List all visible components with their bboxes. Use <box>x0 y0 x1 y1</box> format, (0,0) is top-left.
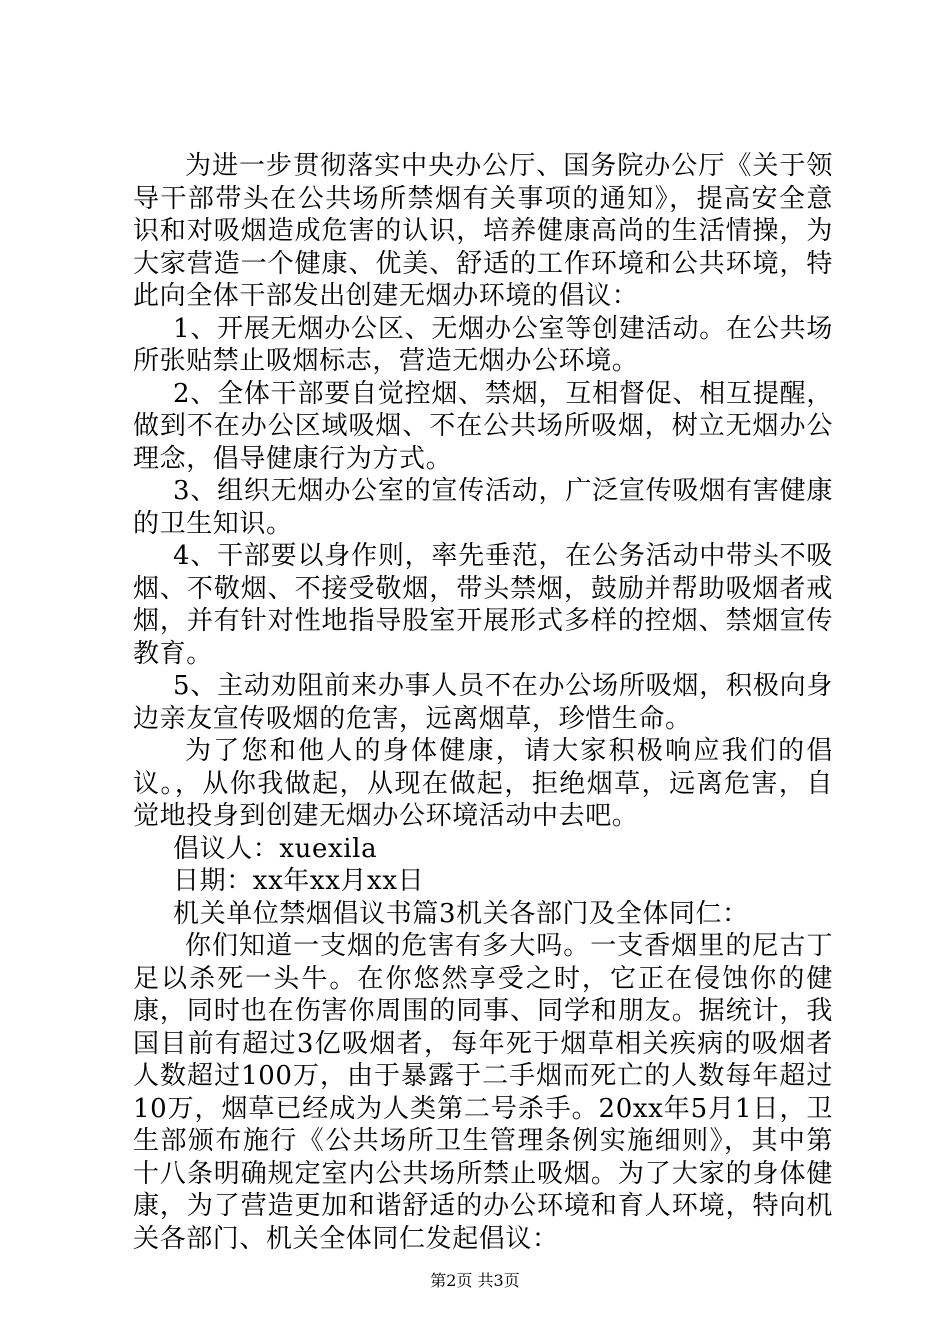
section-heading: 机关单位禁烟倡议书篇3机关各部门及全体同仁： <box>173 898 749 929</box>
paragraph-item-1: 1、开展无烟办公区、无烟办公室等创建活动。在公共场所张贴禁止吸烟标志，营造无烟办公环境。 <box>133 313 833 376</box>
paragraph-item-4: 4、干部要以身作则，率先垂范，在公务活动中带头不吸烟、不敬烟、不接受敬烟，带头禁烟，鼓励并帮助吸烟者戒烟，并有针对性地指导股室开展形式多样的控烟、禁烟宣传教育。 <box>133 541 833 669</box>
paragraph-item-5: 5、主动劝阻前来办事人员不在办公场所吸烟，积极向身边亲友宣传吸烟的危害，远离烟草，珍惜生命。 <box>133 671 833 734</box>
paragraph-closing: 为了您和他人的身体健康，请大家积极响应我们的倡议。，从你我做起，从现在做起，拒绝烟草，远离危害，自觉地投身到创建无烟办公环境活动中去吧。 <box>133 736 833 831</box>
paragraph-item-2: 2、全体干部要自觉控烟、禁烟，互相督促、相互提醒，做到不在办公区域吸烟、不在公共场所吸烟，树立无烟办公理念，倡导健康行为方式。 <box>133 378 833 474</box>
page-footer: 第2页 共3页 <box>430 1271 520 1290</box>
proposer-line: 倡议人：xuexila <box>173 833 378 864</box>
paragraph-section-3-body: 你们知道一支烟的危害有多大吗。一支香烟里的尼古丁足以杀死一头牛。在你悠然享受之时，它正在侵蚀你的健康，同时也在伤害你周围的同事、同学和朋友。据统计，我国目前有超过3亿吸烟者，每年死于烟草相关疾病的吸烟者人数超过100万，由于暴露于二手烟而死亡的人数每年超过10万，烟草已经成为人类第二号杀手。20xx年5月1日，卫生部颁布施行《公共场所卫生管理条例实施细则》，其中第十八条明确规定室内公共场所禁止吸烟。为了大家的身体健康，为了营造更加和谐舒适的办公环境和育人环境，特向机关各部门、机关全体同仁发起倡议： <box>133 931 833 1254</box>
paragraph-item-3: 3、组织无烟办公室的宣传活动，广泛宣传吸烟有害健康的卫生知识。 <box>133 476 833 539</box>
date-line: 日期：xx年xx月xx日 <box>173 866 425 896</box>
paragraph-intro: 为进一步贯彻落实中央办公厅、国务院办公厅《关于领导干部带头在公共场所禁烟有关事项的通知》，提高安全意识和对吸烟造成危害的认识，培养健康高尚的生活情操，为大家营造一个健康、优美、舒适的工作环境和公共环境，特此向全体干部发出创建无烟办环境的倡议： <box>133 151 833 311</box>
document-body <box>133 150 833 1255</box>
